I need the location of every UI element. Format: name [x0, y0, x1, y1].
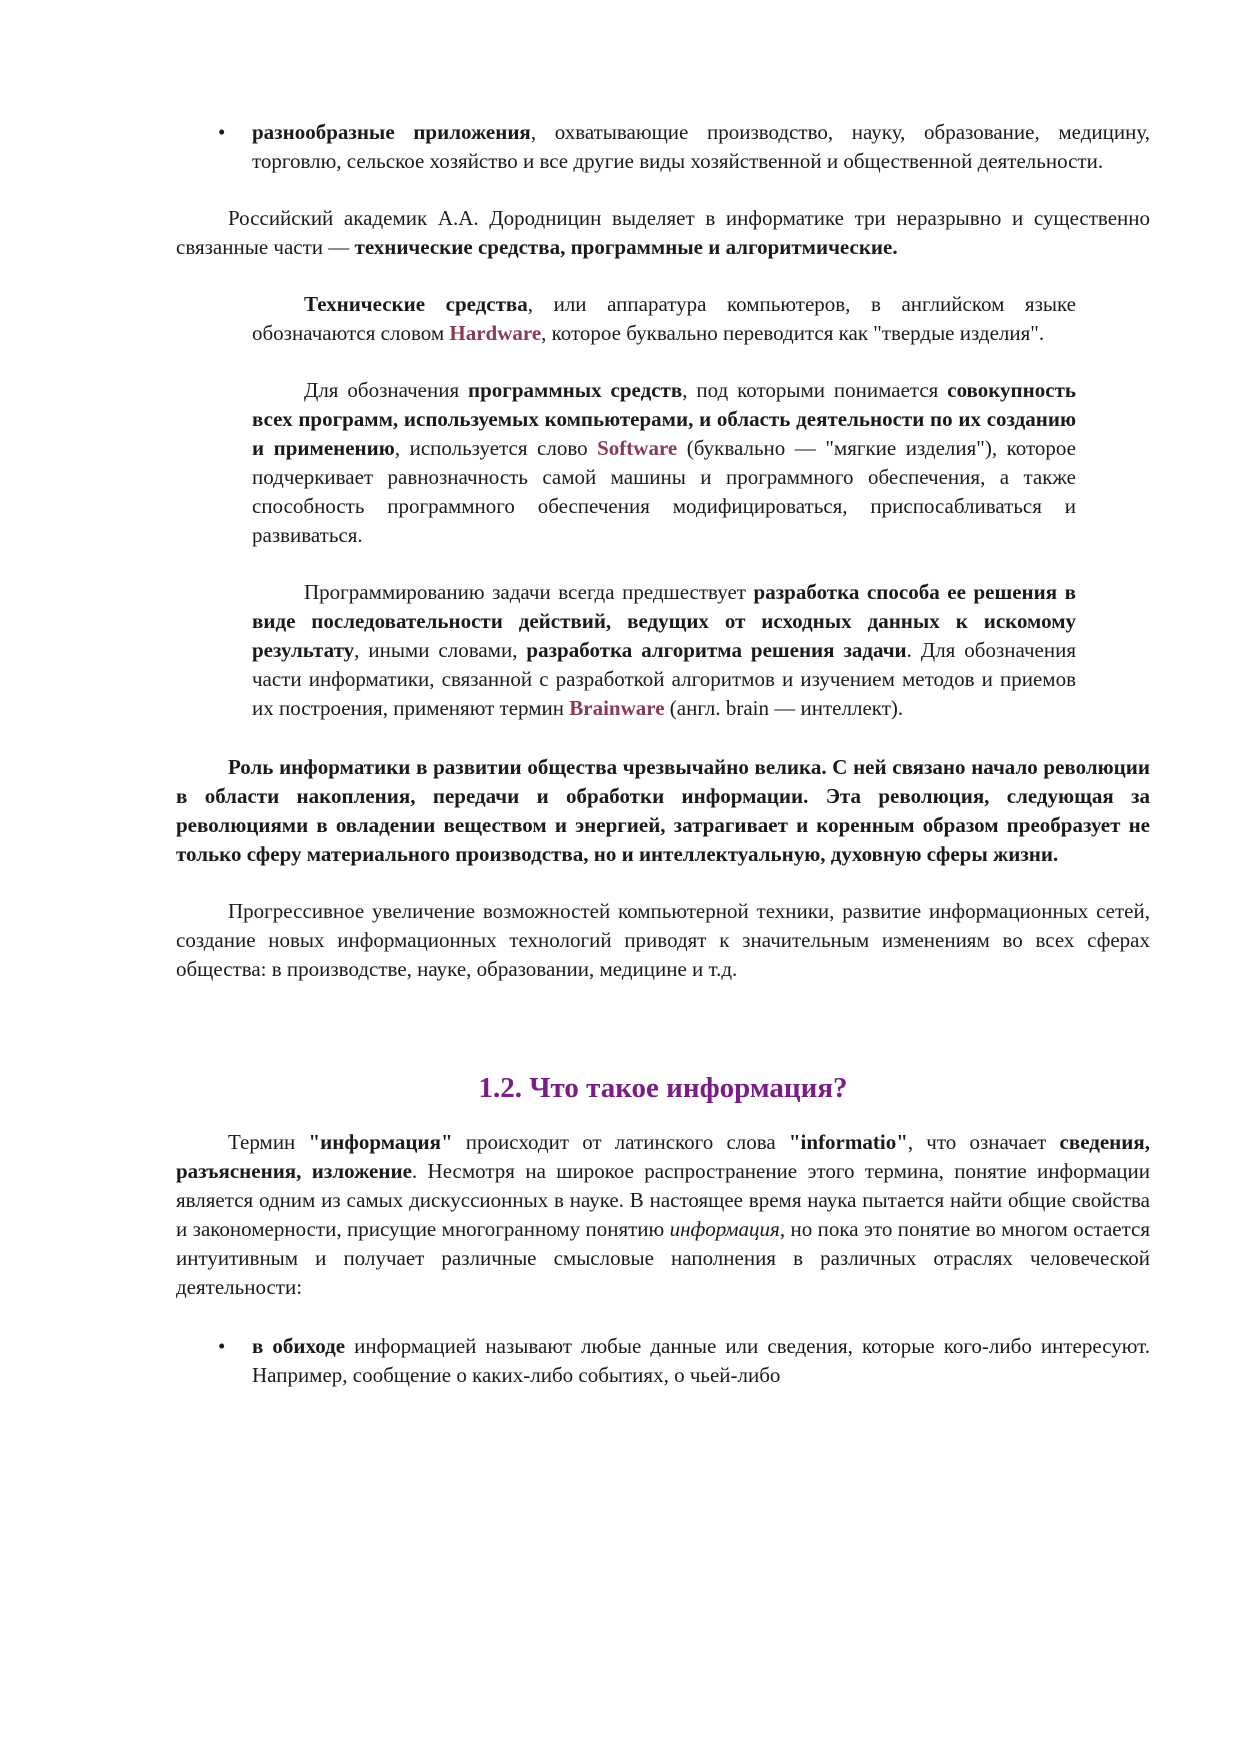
bold-text: программных средств	[468, 378, 683, 402]
bold-text: "информация"	[308, 1130, 453, 1154]
bold-text: совокупность всех программ, используемых компьютерами, и область деятельности по их созданию и применению	[252, 378, 1076, 460]
paragraph-progress	[176, 897, 1150, 984]
body-text: . Несмотря на широкое распространение этого термина, понятие информации является одним из самых дискуссионных в науке. В настоящее время наука пытается найти общие свойства и закономерности, присущие многогранному понятию	[176, 1159, 1150, 1241]
bold-text: в обиходе	[252, 1334, 346, 1358]
body-text: Для обозначения	[304, 378, 469, 402]
list-item	[176, 1332, 1150, 1390]
list-item	[176, 118, 1150, 176]
document-page	[176, 118, 1150, 1390]
italic-text: информация	[669, 1217, 780, 1241]
paragraph-hardware	[252, 290, 1076, 348]
body-text: . Для обозначения части информатики, связанной с разработкой алгоритмов и изучением методов и приемов их построения, применяют термин	[252, 638, 1076, 720]
body-text: , иными словами,	[354, 638, 527, 662]
body-text: , охватывающие производство, науку, образование, медицину, торговлю, сельское хозяйство и все другие виды хозяйственной и общественной деятельности.	[252, 120, 1150, 173]
bold-text: разработка алгоритма решения задачи	[526, 638, 907, 662]
bold-text: Роль информатики в развитии общества чрезвычайно велика. С ней связано начало революции в области накопления, передачи и обработки информации. Эта революция, следующая за революциями в овладении веществом и энергией, затрагивает и коренным образом преобразует не только сферу материального производства, но и интеллектуальную, духовную сферы жизни.	[176, 755, 1150, 866]
body-text: Программированию задачи всегда предшествует	[304, 580, 754, 604]
body-text: , или аппаратура компьютеров, в английском языке обозначаются словом	[252, 292, 1076, 345]
bullet-list-applications	[176, 118, 1150, 176]
section-heading: 1.2. Что такое информация?	[478, 1072, 848, 1104]
body-text: Термин	[228, 1130, 309, 1154]
paragraph-software	[252, 376, 1076, 550]
paragraph-brainware	[252, 578, 1076, 723]
body-text: (буквально — "мягкие изделия"), которое подчеркивает равнозначность самой машины и программного обеспечения, а также способность программного обеспечения модифицироваться, приспосабливаться и развиваться.	[252, 436, 1076, 547]
term-brainware: Brainware	[569, 696, 665, 720]
body-text: , что означает	[907, 1130, 1060, 1154]
bullet-icon: •	[218, 120, 226, 144]
bold-text: Технические средства	[304, 292, 528, 316]
bold-text: "informatio"	[788, 1130, 908, 1154]
body-text: , под которыми понимается	[682, 378, 948, 402]
body-text: происходит от латинского слова	[452, 1130, 789, 1154]
bold-text: технические средства, программные и алгоритмические.	[354, 235, 898, 259]
paragraph-information-term	[176, 1128, 1150, 1302]
body-text: Прогрессивное увеличение возможностей компьютерной техники, развитие информационных сетей, создание новых информационных технологий приводят к значительным изменениям во всех сферах общества: в производстве, науке, образовании, медицине и т.д.	[176, 899, 1150, 981]
paragraph-role-of-informatics	[176, 753, 1150, 869]
term-software: Software	[597, 436, 678, 460]
body-text: , которое буквально переводится как "твердые изделия".	[541, 321, 1045, 345]
body-text: , но пока это понятие во многом остается интуитивным и получает различные смысловые наполнения в различных отраслях человеческой деятельности:	[176, 1217, 1150, 1299]
bold-text: разнообразные приложения	[252, 120, 531, 144]
bold-text: разработка способа ее решения в виде последовательности действий, ведущих от исходных данных к искомому результату	[252, 580, 1076, 662]
term-hardware: Hardware	[449, 321, 542, 345]
bullet-icon: •	[218, 1334, 226, 1358]
body-text: , используется слово	[394, 436, 598, 460]
body-text: Российский академик А.А. Дородницин выделяет в информатике три неразрывно и существенно связанные части —	[176, 206, 1150, 259]
bold-text: сведения, разъяснения, изложение	[176, 1130, 1150, 1183]
paragraph-dorodnitsin	[176, 204, 1150, 262]
bullet-list-meanings	[176, 1332, 1150, 1390]
body-text: информацией называют любые данные или сведения, которые кого-либо интересуют. Например, сообщение о каких-либо событиях, о чьей-либо	[252, 1334, 1150, 1387]
body-text: (англ. brain — интеллект).	[664, 696, 904, 720]
